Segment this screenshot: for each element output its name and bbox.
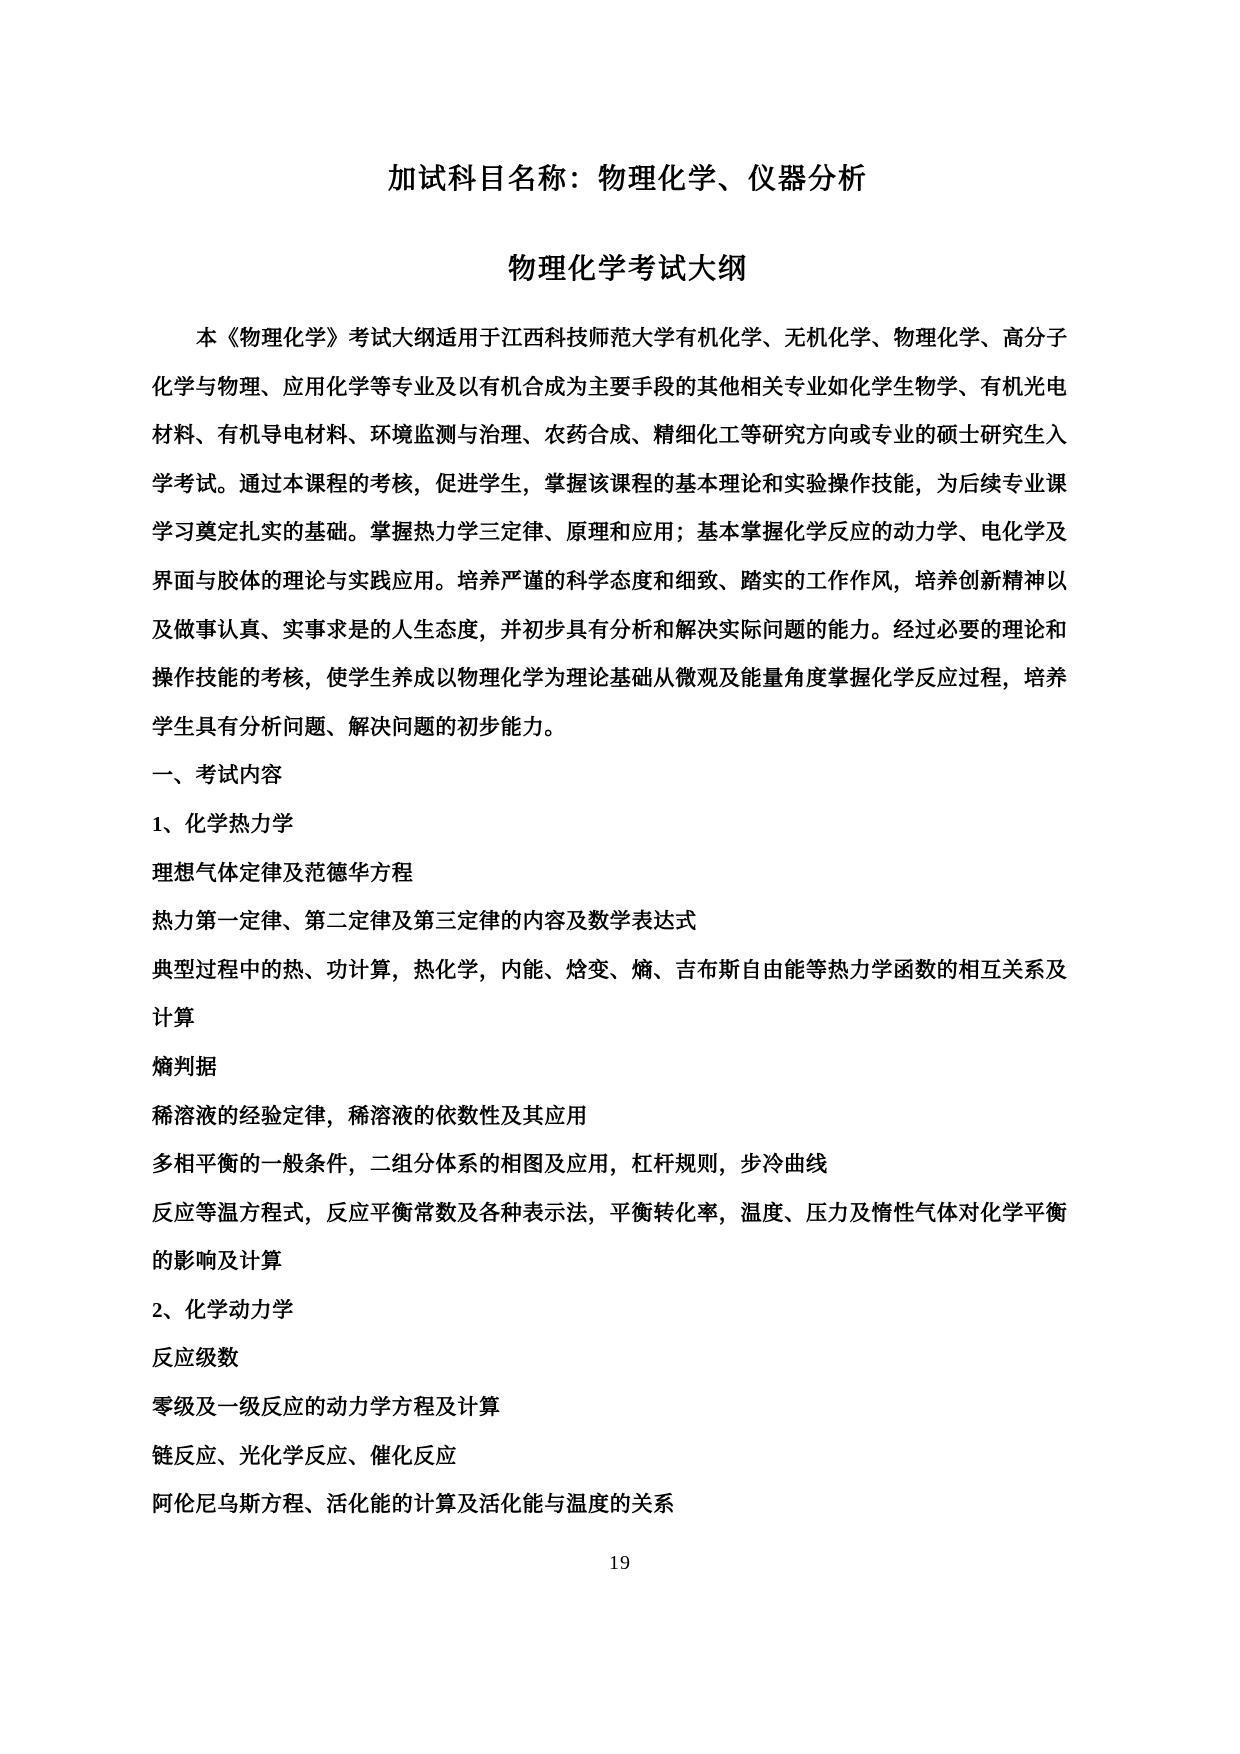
intro-line: 学生具有分析问题、解决问题的初步能力。 [152,714,567,739]
page-number: 19 [609,1552,631,1574]
content-line: 零级及一级反应的动力学方程及计算 [152,1395,501,1420]
content-line: 计算 [152,1006,196,1031]
intro-line: 学习奠定扎实的基础。掌握热力学三定律、原理和应用；基本掌握化学反应的动力学、电化学及 [152,520,1068,545]
document-content [152,160,1104,1529]
section-heading: 一、考试内容 [152,763,283,788]
subsection-heading: 2、化学动力学 [152,1297,295,1322]
intro-line: 操作技能的考核，使学生养成以物理化学为理论基础从微观及能量角度掌握化学反应过程，培养 [152,666,1068,691]
content-line: 反应等温方程式，反应平衡常数及各种表示法，平衡转化率，温度、压力及惰性气体对化学平衡 [152,1200,1068,1225]
intro-line: 本《物理化学》考试大纲适用于江西科技师范大学有机化学、无机化学、物理化学、高分子 [196,326,1068,350]
intro-line: 化学与物理、应用化学等专业及以有机合成为主要手段的其他相关专业如化学生物学、有机光电 [152,374,1068,399]
content-line: 反应级数 [152,1346,240,1371]
content-line: 链反应、光化学反应、催化反应 [152,1443,458,1468]
document-body [152,314,1104,1529]
content-line: 稀溶液的经验定律，稀溶液的依数性及其应用 [152,1103,588,1128]
content-line: 阿伦尼乌斯方程、活化能的计算及活化能与温度的关系 [152,1492,676,1517]
content-line: 热力第一定律、第二定律及第三定律的内容及数学表达式 [152,909,697,934]
intro-line: 材料、有机导电材料、环境监测与治理、农药合成、精细化工等研究方向或专业的硕士研究生入 [152,423,1068,448]
content-line: 理想气体定律及范德华方程 [152,860,414,885]
content-line: 熵判据 [152,1054,218,1079]
content-line: 典型过程中的热、功计算，热化学，内能、焓变、熵、吉布斯自由能等热力学函数的相互关系及 [152,957,1068,982]
subsection-heading: 1、化学热力学 [152,811,295,836]
intro-line: 界面与胶体的理论与实践应用。培养严谨的科学态度和细致、踏实的工作作风，培养创新精神以 [152,568,1068,593]
content-line: 多相平衡的一般条件，二组分体系的相图及应用，杠杆规则，步冷曲线 [152,1152,828,1177]
content-line: 的影响及计算 [152,1249,283,1274]
document-subtitle: 物理化学考试大纲 [507,254,748,285]
intro-line: 学考试。通过本课程的考核，促进学生，掌握该课程的基本理论和实验操作技能，为后续专业课 [152,471,1068,496]
intro-line: 及做事认真、实事求是的人生态度，并初步具有分析和解决实际问题的能力。经过必要的理论和 [152,617,1068,642]
document-title: 加试科目名称：物理化学、仪器分析 [387,164,868,195]
